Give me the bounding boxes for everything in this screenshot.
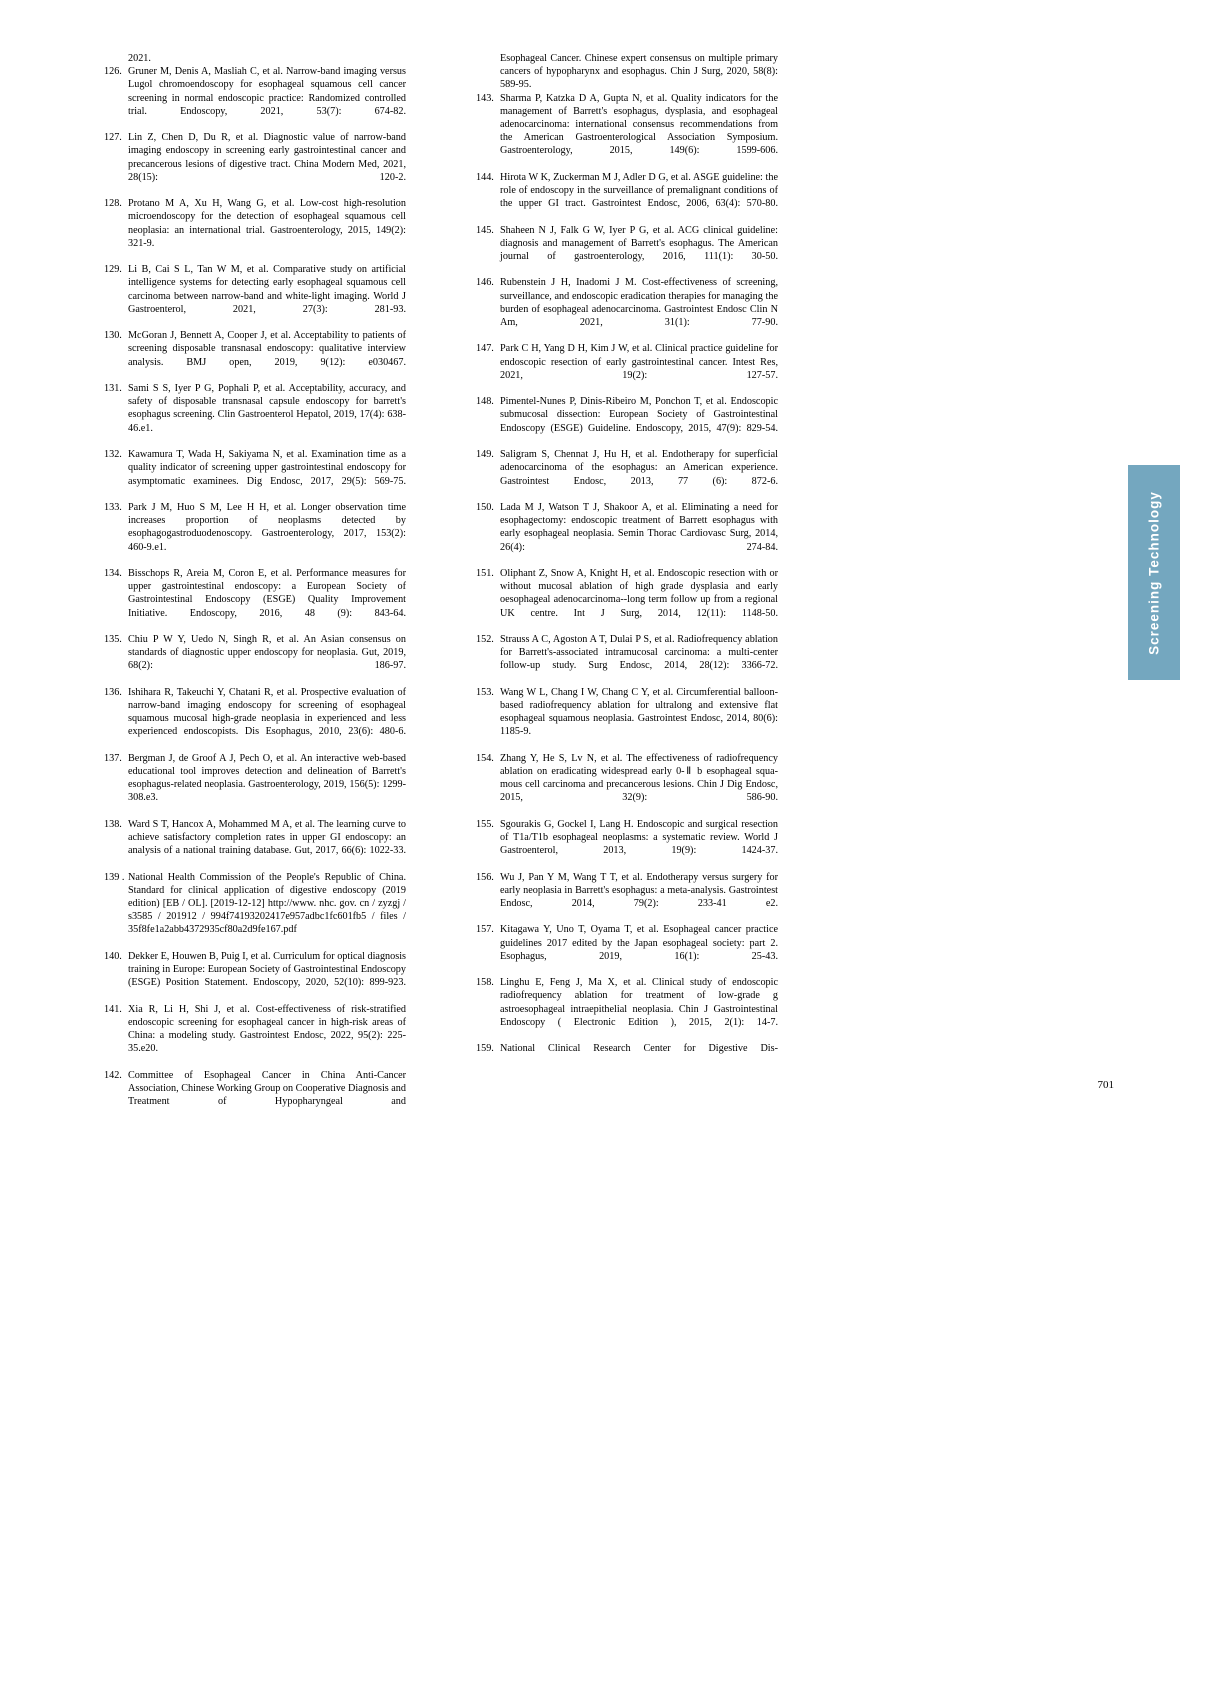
reference-text: Protano M A, Xu H, Wang G, et al. Low-cost high-resolution microendoscopy for the detection of esophageal squamous cell neoplasia: an international trial. Gastroenterology, 2015, 149(2): 321-9.: [128, 198, 406, 249]
reference-number: 129.: [104, 264, 122, 276]
reference-number: 155.: [476, 818, 494, 830]
reference-number: 140.: [104, 950, 122, 962]
reference-item: [476, 224, 778, 277]
reference-text: Dekker E, Houwen B, Puig I, et al. Curriculum for optical diagnosis training in Europe: European Society of Gastrointestinal Endoscopy (ESGE) Position Statement. Endoscopy, 2020, 52(10): 899-923.: [128, 950, 406, 989]
reference-item: [104, 567, 406, 633]
reference-number: 157.: [476, 924, 494, 936]
reference-number: 147.: [476, 343, 494, 355]
reference-number: 128.: [104, 198, 122, 210]
reference-text: Wu J, Pan Y M, Wang T T, et al. Endotherapy versus surgery for early neoplasia in Barrett's esophagus: a meta-analysis. Gastrointest Endosc, 2014, 79(2): 233-41 e2.: [500, 871, 778, 909]
reference-number: 138.: [104, 818, 122, 830]
reference-text: Kitagawa Y, Uno T, Oyama T, et al. Esophageal cancer practice guidelines 2017 edited by the Japan esophageal society: part 2. Esophagus, 2019, 16(1): 25-43.: [500, 924, 778, 962]
reference-text: Bisschops R, Areia M, Coron E, et al. Performance measures for upper gastrointestinal endoscopy: a European Society of Gastrointestinal Endoscopy (ESGE) Quality Improvement Initiative. Endoscopy, 2016, 48 (9): 843-64.: [128, 567, 406, 619]
reference-number: 131.: [104, 383, 122, 395]
reference-text: Zhang Y, He S, Lv N, et al. The effectiveness of radiofrequency ablation on eradicating widespread early 0-Ⅱ b esophageal squa-mous cell carcinoma and precancerous lesions. Chin J Dig Endosc, 2015, 32(9): 586-90.: [500, 752, 778, 804]
reference-number: 141.: [104, 1003, 122, 1015]
page-content: [104, 52, 1114, 1121]
reference-item: [476, 276, 778, 342]
reference-text: Sami S S, Iyer P G, Pophali P, et al. Acceptability, accuracy, and safety of disposable transnasal capsule endoscopy for barrett's esophagus screening. Clin Gastroenterol Hepatol, 2019, 17(4): 638-46.e1.: [128, 383, 406, 434]
reference-item: [476, 171, 778, 224]
reference-number: 135.: [104, 633, 122, 645]
reference-text: Sgourakis G, Gockel I, Lang H. Endoscopic and surgical resection of T1a/T1b esophageal neoplasms: a systematic review. World J Gastroenterol, 2013, 19(9): 1424-37.: [500, 818, 778, 857]
reference-number: 150.: [476, 501, 494, 513]
section-side-tab-label: Screening Technology: [1146, 490, 1162, 655]
reference-item: [104, 382, 406, 448]
reference-number: 145.: [476, 224, 494, 236]
reference-item: [476, 395, 778, 448]
reference-number: 143.: [476, 92, 494, 104]
reference-number: 139 .: [104, 871, 125, 883]
reference-item: [104, 197, 406, 263]
reference-item: [476, 448, 778, 501]
reference-item: [476, 92, 778, 171]
reference-number: 137.: [104, 752, 122, 764]
reference-text: Bergman J, de Groof A J, Pech O, et al. An interactive web-based educational tool improves detection and delineation of Barrett's esophagus-related neoplasia. Gastroenterology, 2019, 156(5): 1299-308.e3.: [128, 752, 406, 804]
left-column: [104, 52, 406, 1121]
reference-number: 132.: [104, 449, 122, 461]
reference-item: [104, 65, 406, 131]
reference-number: 126.: [104, 66, 122, 78]
reference-text: McGoran J, Bennett A, Cooper J, et al. Acceptability to patients of screening disposable transnasal endoscopy: qualitative interview analysis. BMJ open, 2019, 9(12): e030467.: [128, 330, 406, 368]
reference-number: 152.: [476, 633, 494, 645]
reference-number: 146.: [476, 277, 494, 289]
reference-text: Ward S T, Hancox A, Mohammed M A, et al. The learning curve to achieve satisfactory completion rates in upper GI endoscopy: an analysis of a national training database. Gut, 2017, 66(6): 1022-33.: [128, 818, 406, 857]
reference-text: Strauss A C, Agoston A T, Dulai P S, et al. Radiofrequency ablation for Barrett's-associated intramucosal carcinoma: a multi-center follow-up study. Surg Endosc, 2014, 28(12): 3366-72.: [500, 633, 778, 672]
reference-text: Shaheen N J, Falk G W, Iyer P G, et al. ACG clinical guideline: diagnosis and management of Barrett's esophagus. The American journal of gastroenterology, 2016, 111(1): 30-50.: [500, 224, 778, 263]
reference-item: [104, 752, 406, 818]
page-number: 701: [1097, 1079, 1114, 1091]
reference-text: Lada M J, Watson T J, Shakoor A, et al. Eliminating a need for esophagectomy: endoscopic treatment of Barrett esophagus with early esophageal neoplasia. Semin Thorac Cardiovasc Surg, 2014, 26(4): 274-84.: [500, 501, 778, 553]
left-column-continuation: 2021.: [128, 53, 151, 64]
reference-item: [104, 871, 406, 950]
reference-item: [104, 131, 406, 197]
reference-item: [104, 818, 406, 871]
reference-text: National Health Commission of the People's Republic of China. Standard for clinical application of digestive endoscopy (2019 edition) [EB / OL]. [2019-12-12] http://www. nhc. gov. cn / zyzgj / s3585 / 201912 / 994f74193202417e957adbc1fc601fb5 / files / 35f8fe1a2abb4372935cf80a2d9fe167.pdf: [128, 871, 406, 936]
reference-text: Li B, Cai S L, Tan W M, et al. Comparative study on artificial intelligence systems for detecting early esophageal squamous cell carcinoma between narrow-band and white-light imaging. World J Gastroenterol, 2021, 27(3): 281-93.: [128, 264, 406, 315]
reference-item: [476, 818, 778, 871]
reference-text: Lin Z, Chen D, Du R, et al. Diagnostic value of narrow-band imaging endoscopy in screening early gastrointestinal cancer and precancerous lesions of digestive tract. China Modern Med, 2021, 28(15): 120-2.: [128, 132, 406, 183]
reference-number: 148.: [476, 396, 494, 408]
reference-number: 136.: [104, 686, 122, 698]
reference-item: [104, 1003, 406, 1069]
reference-item: [104, 263, 406, 329]
reference-number: 149.: [476, 449, 494, 461]
reference-item: [104, 633, 406, 686]
reference-number: 144.: [476, 171, 494, 183]
reference-number: 134.: [104, 567, 122, 579]
reference-text: Committee of Esophageal Cancer in China Anti-Cancer Association, Chinese Working Group on Cooperative Diagnosis and Treatment of Hypopharyngeal and: [128, 1069, 406, 1108]
reference-number: 156.: [476, 871, 494, 883]
reference-text: Oliphant Z, Snow A, Knight H, et al. Endoscopic resection with or without mucosal ablation of high grade dysplasia and early oesophageal adenocarcinoma--long term follow up from a regional UK centre. Int J Surg, 2014, 12(11): 1148-50.: [500, 567, 778, 619]
reference-number: 159.: [476, 1043, 494, 1055]
right-column: [476, 52, 778, 1069]
reference-text: Sharma P, Katzka D A, Gupta N, et al. Quality indicators for the management of Barrett's esophagus, dysplasia, and esophageal adenocarcinoma: international consensus recommendations from the American Gastroenterological Association Symposium. Gastroenterology, 2015, 149(6): 1599-606.: [500, 92, 778, 157]
reference-number: 151.: [476, 567, 494, 579]
reference-number: 130.: [104, 330, 122, 342]
reference-text: Park J M, Huo S M, Lee H H, et al. Longer observation time increases proportion of neoplasms detected by esophagogastroduodenoscopy. Gastroenterology, 2017, 153(2): 460-9.e1.: [128, 501, 406, 553]
reference-number: 133.: [104, 501, 122, 513]
reference-item: [104, 448, 406, 501]
reference-text: Xia R, Li H, Shi J, et al. Cost-effectiveness of risk-stratified endoscopic screening for esophageal cancer in high-risk areas of China: a modeling study. Gastrointest Endosc, 2022, 95(2): 225-35.e20.: [128, 1003, 406, 1055]
reference-item: [104, 501, 406, 567]
reference-item: [476, 871, 778, 924]
reference-text: Rubenstein J H, Inadomi J M. Cost-effectiveness of screening, surveillance, and endoscopic eradication therapies for managing the burden of esophageal adenocarcinoma. Gastrointest Endosc Clin N Am, 2021, 31(1): 77-90.: [500, 277, 778, 329]
reference-text: Wang W L, Chang I W, Chang C Y, et al. Circumferential balloon-based radiofrequency ablation for ultralong and extensive flat esophageal squamous neoplasia. Gastrointest Endosc, 2014, 80(6): 1185-9.: [500, 686, 778, 738]
reference-text: Kawamura T, Wada H, Sakiyama N, et al. Examination time as a quality indicator of screening upper gastrointestinal endoscopy for asymptomatic examinees. Dig Endosc, 2017, 29(5): 569-75.: [128, 449, 406, 487]
reference-number: 153.: [476, 686, 494, 698]
reference-number: 154.: [476, 752, 494, 764]
reference-item: [104, 1069, 406, 1122]
reference-text: Pimentel-Nunes P, Dinis-Ribeiro M, Ponchon T, et al. Endoscopic submucosal dissection: European Society of Gastrointestinal Endoscopy (ESGE) Guideline. Endoscopy, 2015, 47(9): 829-54.: [500, 396, 778, 434]
reference-text: Chiu P W Y, Uedo N, Singh R, et al. An Asian consensus on standards of diagnostic upper endoscopy for neoplasia. Gut, 2019, 68(2): 186-97.: [128, 633, 406, 672]
reference-item: [476, 342, 778, 395]
right-column-continuation: Esophageal Cancer. Chinese expert consensus on multiple primary cancers of hypopharynx and esophagus. Chin J Surg, 2020, 58(8): 589-95.: [500, 53, 778, 91]
reference-item: [476, 633, 778, 686]
reference-text: Linghu E, Feng J, Ma X, et al. Clinical study of endoscopic radiofrequency ablation for treatment of low-grade g astroesophageal intraepithelial neoplasia. Chin J Gastrointestinal Endoscopy ( Electronic Edition ), 2015, 2(1): 14-7.: [500, 977, 778, 1028]
reference-number: 142.: [104, 1069, 122, 1081]
reference-item: [104, 686, 406, 752]
reference-item: [476, 501, 778, 567]
section-side-tab: [1128, 465, 1180, 680]
reference-text: Hirota W K, Zuckerman M J, Adler D G, et al. ASGE guideline: the role of endoscopy in the surveillance of premalignant conditions of the upper GI tract. Gastrointest Endosc, 2006, 63(4): 570-80.: [500, 171, 778, 210]
reference-item: [476, 923, 778, 976]
reference-number: 127.: [104, 132, 122, 144]
two-column-layout: [104, 52, 1114, 1121]
reference-number: 158.: [476, 977, 494, 989]
reference-item: [476, 686, 778, 752]
reference-item: [476, 1042, 778, 1068]
reference-item: [476, 752, 778, 818]
reference-text: Gruner M, Denis A, Masliah C, et al. Narrow-band imaging versus Lugol chromoendoscopy for esophageal squamous cell cancer screening in normal endoscopic practice: Randomized controlled trial. Endoscopy, 2021, 53(7): 674-82.: [128, 66, 406, 117]
reference-item: [104, 329, 406, 382]
reference-text: Saligram S, Chennat J, Hu H, et al. Endotherapy for superficial adenocarcinoma of the esophagus: an American experience. Gastrointest Endosc, 2013, 77 (6): 872-6.: [500, 449, 778, 487]
reference-text: Ishihara R, Takeuchi Y, Chatani R, et al. Prospective evaluation of narrow-band imaging endoscopy for screening of esophageal squamous mucosal high-grade neoplasia in experienced and less experienced endoscopists. Dis Esophagus, 2010, 23(6): 480-6.: [128, 686, 406, 738]
reference-item: [104, 950, 406, 1003]
reference-item: [476, 567, 778, 633]
reference-text: National Clinical Research Center for Digestive Dis-: [500, 1043, 778, 1055]
reference-text: Park C H, Yang D H, Kim J W, et al. Clinical practice guideline for endoscopic resection of early gastrointestinal cancer. Intest Res, 2021, 19(2): 127-57.: [500, 343, 778, 381]
reference-item: [476, 976, 778, 1042]
